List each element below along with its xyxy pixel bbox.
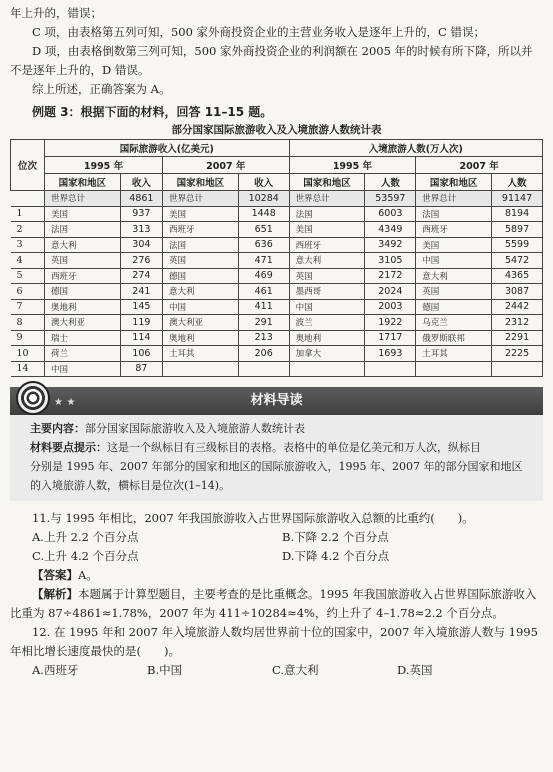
country-cell: 中国 bbox=[162, 299, 238, 315]
value-cell: 213 bbox=[238, 330, 289, 346]
analysis-label: 【解析】 bbox=[32, 587, 78, 601]
banner-title: 材料导读 bbox=[250, 393, 303, 408]
value-cell: 2003 bbox=[365, 299, 416, 315]
country-cell: 西班牙 bbox=[162, 222, 238, 238]
country-cell: 英国 bbox=[162, 253, 238, 269]
country-cell: 英国 bbox=[416, 284, 492, 300]
country-header: 国家和地区 bbox=[162, 174, 238, 191]
income-header: 收入 bbox=[120, 174, 162, 191]
value-cell: 2291 bbox=[492, 330, 543, 346]
country-cell: 墨西哥 bbox=[289, 284, 365, 300]
value-cell: 411 bbox=[238, 299, 289, 315]
country-cell: 美国 bbox=[416, 237, 492, 253]
rank-cell: 1 bbox=[11, 206, 45, 222]
country-header: 国家和地区 bbox=[416, 174, 492, 191]
value-cell: 5472 bbox=[492, 253, 543, 269]
country-cell: 世界总计 bbox=[289, 191, 365, 207]
value-cell: 1922 bbox=[365, 315, 416, 331]
country-cell: 加拿大 bbox=[289, 346, 365, 362]
value-cell: 8194 bbox=[492, 206, 543, 222]
rank-cell: 14 bbox=[11, 361, 45, 377]
question-12 bbox=[10, 623, 543, 680]
rank-cell: 10 bbox=[11, 346, 45, 362]
question-11 bbox=[10, 509, 543, 623]
country-cell: 澳大利亚 bbox=[162, 315, 238, 331]
answer-label: 【答案】 bbox=[32, 568, 78, 582]
value-cell: 274 bbox=[120, 268, 162, 284]
value-cell bbox=[492, 361, 543, 377]
value-cell: 4349 bbox=[365, 222, 416, 238]
table-row bbox=[11, 284, 543, 300]
value-cell: 276 bbox=[120, 253, 162, 269]
option-a: A.上升 2.2 个百分点 bbox=[32, 530, 139, 544]
intro-line: 年上升的，错误； bbox=[10, 6, 102, 20]
country-cell: 意大利 bbox=[289, 253, 365, 269]
country-cell: 奥地利 bbox=[289, 330, 365, 346]
value-cell: 3492 bbox=[365, 237, 416, 253]
main-content-label: 主要内容： bbox=[30, 422, 85, 435]
country-cell: 奥地利 bbox=[45, 299, 121, 315]
table-row bbox=[11, 346, 543, 362]
people-header: 人数 bbox=[492, 174, 543, 191]
question-stem: 年相比增长速度最快的是( )。 bbox=[10, 644, 180, 658]
target-icon bbox=[16, 381, 50, 415]
rank-header: 位次 bbox=[11, 140, 45, 191]
intro-text bbox=[10, 4, 543, 99]
country-cell: 中国 bbox=[289, 299, 365, 315]
table-row bbox=[11, 222, 543, 238]
income-header: 收入 bbox=[238, 174, 289, 191]
value-cell: 1448 bbox=[238, 206, 289, 222]
tourism-table bbox=[10, 139, 543, 377]
income-group-header: 国际旅游收入(亿美元) bbox=[45, 140, 290, 157]
value-cell: 241 bbox=[120, 284, 162, 300]
rank-cell: 8 bbox=[11, 315, 45, 331]
value-cell: 2172 bbox=[365, 268, 416, 284]
year-header: 1995 年 bbox=[289, 157, 416, 174]
country-cell: 世界总计 bbox=[162, 191, 238, 207]
rank-cell: 4 bbox=[11, 253, 45, 269]
table-row bbox=[11, 315, 543, 331]
intro-line: 不是逐年上升的，D 错误。 bbox=[10, 63, 150, 77]
question-stem: 12. 在 1995 年和 2007 年入境旅游人数均居世界前十位的国家中，2007 年入境旅游人数与 1995 bbox=[32, 625, 538, 639]
rank-cell: 6 bbox=[11, 284, 45, 300]
analysis-line: 比重为 87÷4861≈1.78%，2007 年为 411÷10284≈4%，约上升了 4–1.78≈2.2 个百分点。 bbox=[10, 606, 504, 620]
year-header: 2007 年 bbox=[416, 157, 543, 174]
country-cell: 荷兰 bbox=[45, 346, 121, 362]
value-cell: 106 bbox=[120, 346, 162, 362]
value-cell: 145 bbox=[120, 299, 162, 315]
option-c: C.上升 4.2 个百分点 bbox=[32, 549, 139, 563]
star-icon: ★ ★ bbox=[54, 397, 76, 408]
reading-guide-banner bbox=[10, 387, 543, 415]
value-cell: 4365 bbox=[492, 268, 543, 284]
country-cell: 法国 bbox=[45, 222, 121, 238]
country-cell: 土耳其 bbox=[416, 346, 492, 362]
rank-cell: 3 bbox=[11, 237, 45, 253]
rank-cell: 9 bbox=[11, 330, 45, 346]
value-cell: 2024 bbox=[365, 284, 416, 300]
country-cell: 意大利 bbox=[162, 284, 238, 300]
value-cell: 2312 bbox=[492, 315, 543, 331]
country-cell: 美国 bbox=[45, 206, 121, 222]
visitors-group-header: 入境旅游人数(万人次) bbox=[289, 140, 542, 157]
value-cell: 1693 bbox=[365, 346, 416, 362]
country-cell bbox=[416, 361, 492, 377]
option-d: D.下降 4.2 个百分点 bbox=[282, 549, 390, 563]
value-cell: 5599 bbox=[492, 237, 543, 253]
country-cell: 西班牙 bbox=[45, 268, 121, 284]
country-cell: 法国 bbox=[416, 206, 492, 222]
rank-cell: 2 bbox=[11, 222, 45, 238]
value-cell: 10284 bbox=[238, 191, 289, 207]
value-cell: 119 bbox=[120, 315, 162, 331]
option-c: C.意大利 bbox=[272, 663, 319, 677]
table-body bbox=[11, 191, 543, 377]
table-row bbox=[11, 253, 543, 269]
country-cell: 意大利 bbox=[45, 237, 121, 253]
country-cell: 美国 bbox=[289, 222, 365, 238]
value-cell: 6003 bbox=[365, 206, 416, 222]
value-cell: 636 bbox=[238, 237, 289, 253]
question-stem: 11.与 1995 年相比，2007 年我国旅游收入占世界国际旅游收入总额的比重约( )。 bbox=[32, 511, 474, 525]
country-cell bbox=[289, 361, 365, 377]
country-cell: 德国 bbox=[162, 268, 238, 284]
rank-cell: 5 bbox=[11, 268, 45, 284]
option-b: B.中国 bbox=[147, 663, 183, 677]
value-cell: 5897 bbox=[492, 222, 543, 238]
country-cell: 法国 bbox=[162, 237, 238, 253]
rank-cell: 7 bbox=[11, 299, 45, 315]
table-row bbox=[11, 361, 543, 377]
country-cell: 美国 bbox=[162, 206, 238, 222]
value-cell: 3105 bbox=[365, 253, 416, 269]
points-label: 材料要点提示： bbox=[30, 441, 107, 454]
rank-cell bbox=[11, 191, 45, 207]
table-row bbox=[11, 330, 543, 346]
value-cell: 3087 bbox=[492, 284, 543, 300]
table-row bbox=[11, 268, 543, 284]
country-cell: 世界总计 bbox=[45, 191, 121, 207]
table-title: 部分国家国际旅游收入及入境旅游人数统计表 bbox=[171, 124, 382, 136]
points-line: 的入境旅游人数，横标目是位次(1–14)。 bbox=[30, 479, 231, 492]
country-cell: 奥地利 bbox=[162, 330, 238, 346]
example-title: 例题 3：根据下面的材料，回答 11–15 题。 bbox=[32, 105, 273, 119]
value-cell: 4861 bbox=[120, 191, 162, 207]
country-cell: 俄罗斯联邦 bbox=[416, 330, 492, 346]
country-cell: 中国 bbox=[416, 253, 492, 269]
option-a: A.西班牙 bbox=[32, 663, 79, 677]
country-cell: 中国 bbox=[45, 361, 121, 377]
value-cell: 651 bbox=[238, 222, 289, 238]
value-cell: 114 bbox=[120, 330, 162, 346]
country-cell: 瑞士 bbox=[45, 330, 121, 346]
points-line: 分别是 1995 年、2007 年部分的国家和地区的国际旅游收入，1995 年、2007 年的部分国家和地区 bbox=[30, 460, 523, 473]
points-line: 这是一个纵标目有三级标目的表格。表格中的单位是亿美元和万人次，纵标目 bbox=[107, 441, 481, 454]
table-row bbox=[11, 206, 543, 222]
country-cell: 乌克兰 bbox=[416, 315, 492, 331]
value-cell: 313 bbox=[120, 222, 162, 238]
value-cell bbox=[238, 361, 289, 377]
value-cell: 937 bbox=[120, 206, 162, 222]
intro-line: D 项，由表格倒数第三列可知，500 家外商投资企业的利润额在 2005 年的时候有所下降，所以并 bbox=[32, 44, 533, 58]
value-cell: 471 bbox=[238, 253, 289, 269]
year-header: 1995 年 bbox=[45, 157, 163, 174]
value-cell: 1717 bbox=[365, 330, 416, 346]
value-cell: 53597 bbox=[365, 191, 416, 207]
country-cell: 澳大利亚 bbox=[45, 315, 121, 331]
value-cell bbox=[365, 361, 416, 377]
intro-line: 综上所述，正确答案为 A。 bbox=[32, 82, 171, 96]
country-cell: 德国 bbox=[45, 284, 121, 300]
value-cell: 291 bbox=[238, 315, 289, 331]
people-header: 人数 bbox=[365, 174, 416, 191]
value-cell: 2442 bbox=[492, 299, 543, 315]
country-cell bbox=[162, 361, 238, 377]
main-content-text: 部分国家国际旅游收入及入境旅游人数统计表 bbox=[85, 422, 305, 435]
country-cell: 德国 bbox=[416, 299, 492, 315]
table-row bbox=[11, 191, 543, 207]
country-cell: 波兰 bbox=[289, 315, 365, 331]
country-cell: 英国 bbox=[45, 253, 121, 269]
value-cell: 87 bbox=[120, 361, 162, 377]
analysis-line: 本题属于计算型题目，主要考查的是比重概念。1995 年我国旅游收入占世界国际旅游收入 bbox=[78, 587, 537, 601]
country-header: 国家和地区 bbox=[289, 174, 365, 191]
country-cell: 西班牙 bbox=[416, 222, 492, 238]
table-row bbox=[11, 237, 543, 253]
option-b: B.下降 2.2 个百分点 bbox=[282, 530, 389, 544]
country-cell: 土耳其 bbox=[162, 346, 238, 362]
table-row bbox=[11, 299, 543, 315]
value-cell: 2225 bbox=[492, 346, 543, 362]
value-cell: 304 bbox=[120, 237, 162, 253]
value-cell: 206 bbox=[238, 346, 289, 362]
value-cell: 91147 bbox=[492, 191, 543, 207]
country-header: 国家和地区 bbox=[45, 174, 121, 191]
answer-value: A。 bbox=[78, 568, 98, 582]
reading-guide-box bbox=[10, 415, 543, 501]
value-cell: 461 bbox=[238, 284, 289, 300]
year-header: 2007 年 bbox=[162, 157, 289, 174]
country-cell: 英国 bbox=[289, 268, 365, 284]
country-cell: 法国 bbox=[289, 206, 365, 222]
country-cell: 意大利 bbox=[416, 268, 492, 284]
value-cell: 469 bbox=[238, 268, 289, 284]
country-cell: 西班牙 bbox=[289, 237, 365, 253]
option-d: D.英国 bbox=[397, 663, 433, 677]
intro-line: C 项，由表格第五列可知，500 家外商投资企业的主营业务收入是逐年上升的，C 错误； bbox=[32, 25, 486, 39]
country-cell: 世界总计 bbox=[416, 191, 492, 207]
